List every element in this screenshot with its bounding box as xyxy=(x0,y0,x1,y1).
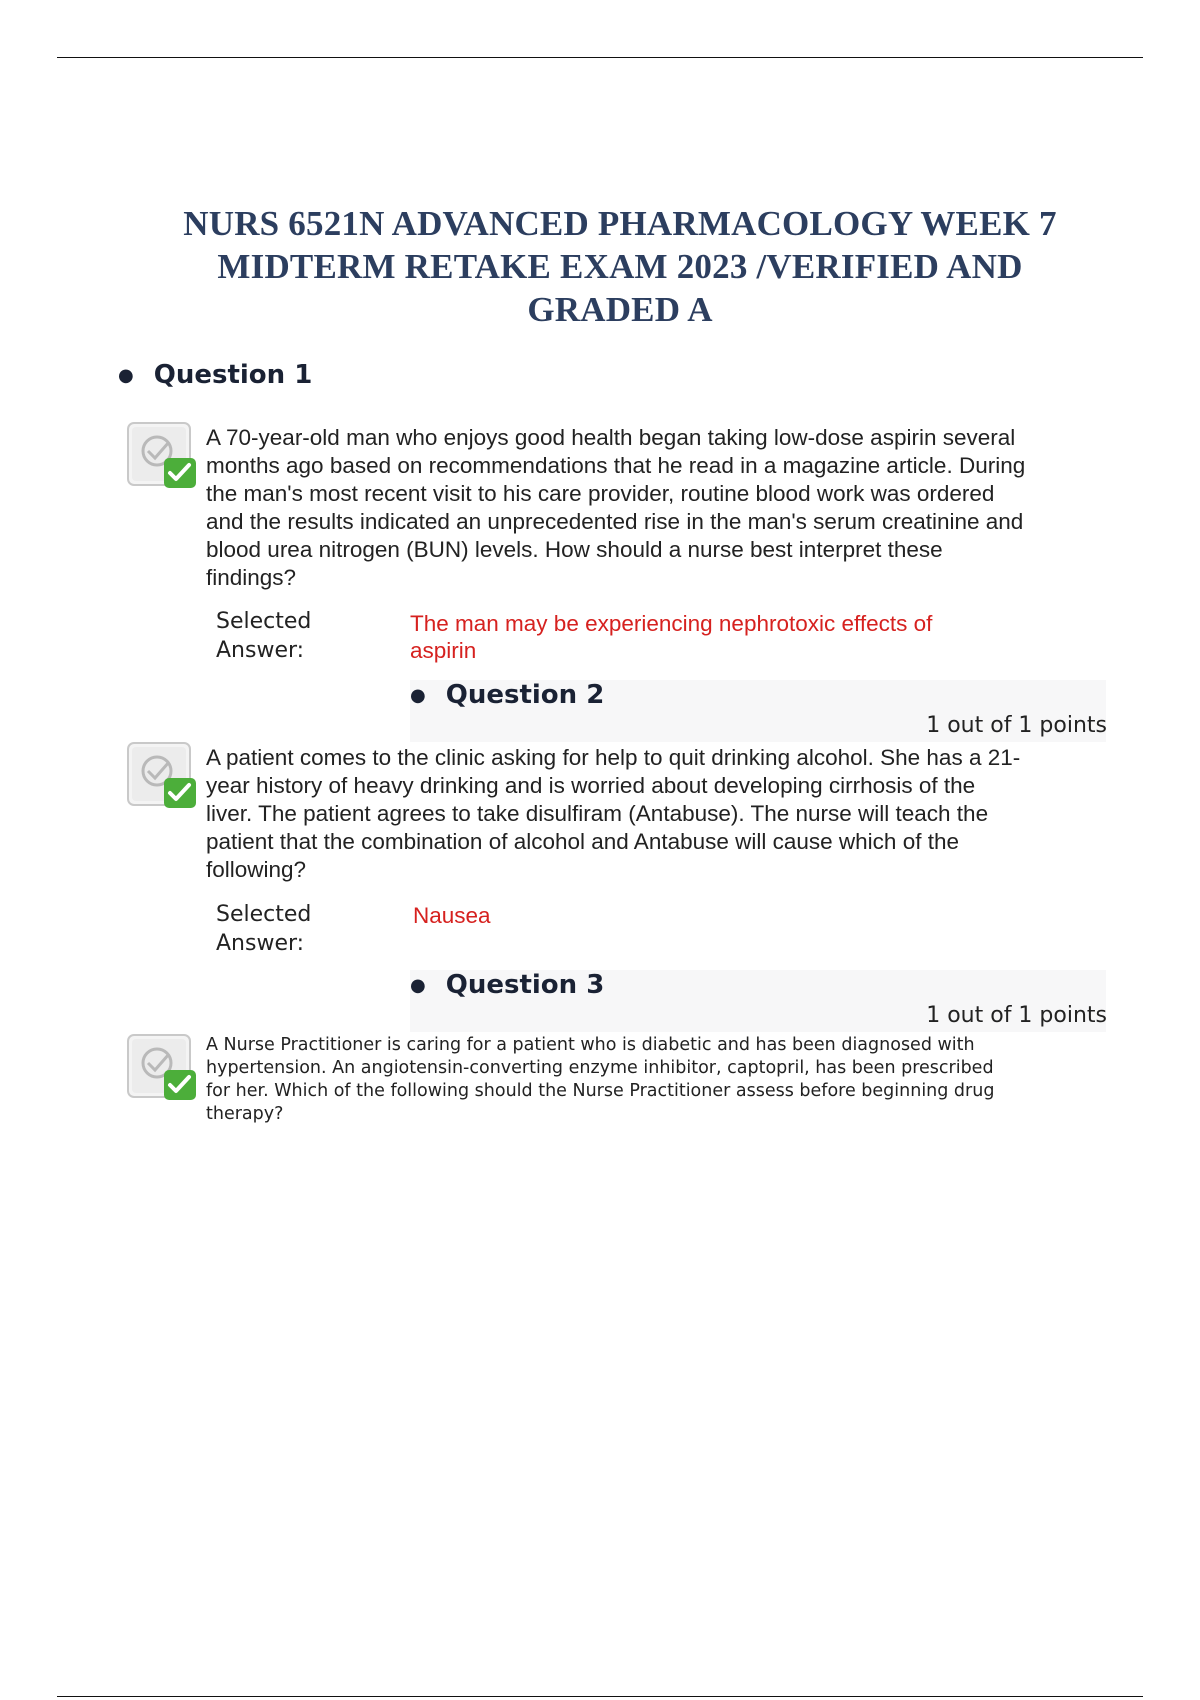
document-title xyxy=(100,202,1140,331)
question-3-text: A Nurse Practitioner is caring for a patient who is diabetic and has been diagnosed with hypertension. An angiotensin-converting enzyme inhibitor, captopril, has been prescribed for her. Which of the following should the Nurse Practitioner assess before beginning drug therapy? xyxy=(206,1035,995,1124)
correct-answer-icon xyxy=(126,1032,198,1104)
question-2-points: 1 out of 1 points xyxy=(926,713,1107,738)
question-3-title: Question 3 xyxy=(445,970,605,1000)
title-line-1: NURS 6521N ADVANCED PHARMACOLOGY WEEK 7 xyxy=(183,204,1057,243)
question-3-points: 1 out of 1 points xyxy=(926,1003,1107,1028)
title-line-3: GRADED A xyxy=(527,290,713,329)
question-1-heading xyxy=(118,360,312,390)
title-line-2: MIDTERM RETAKE EXAM 2023 /VERIFIED AND xyxy=(217,247,1023,286)
selected-answer-label-2: Selected Answer: xyxy=(216,902,312,956)
correct-answer-icon xyxy=(126,420,198,492)
selected-answer-1: The man may be experiencing nephrotoxic effects of aspirin xyxy=(410,611,933,663)
question-1-text: A 70-year-old man who enjoys good health began taking low-dose aspirin several months ago based on recommendations that he read in a magazine article. During the man's most recent visit to his care provider, routine blood work was ordered and the results indicated an unprecedented rise in the man's serum creatinine and blood urea nitrogen (BUN) levels. How should a nurse best interpret these findings? xyxy=(206,425,1026,590)
question-2-text: A patient comes to the clinic asking for help to quit drinking alcohol. She has a 21-year history of heavy drinking and is worried about developing cirrhosis of the liver. The patient agrees to take disulfiram (Antabuse). The nurse will teach the patient that the combination of alcohol and Antabuse will cause which of the following? xyxy=(206,745,1021,882)
top-rule xyxy=(57,57,1143,58)
selected-answer-label-1: Selected Answer: xyxy=(216,609,312,663)
question-1-title: Question 1 xyxy=(153,360,313,390)
question-2-title: Question 2 xyxy=(445,680,605,710)
bullet: ● xyxy=(410,684,426,706)
question-3-heading xyxy=(410,970,604,1000)
bottom-rule xyxy=(57,1696,1143,1697)
bullet: ● xyxy=(118,364,134,386)
correct-answer-icon xyxy=(126,740,198,812)
bullet: ● xyxy=(410,974,426,996)
selected-answer-2: Nausea xyxy=(413,903,491,928)
question-2-heading xyxy=(410,680,604,710)
